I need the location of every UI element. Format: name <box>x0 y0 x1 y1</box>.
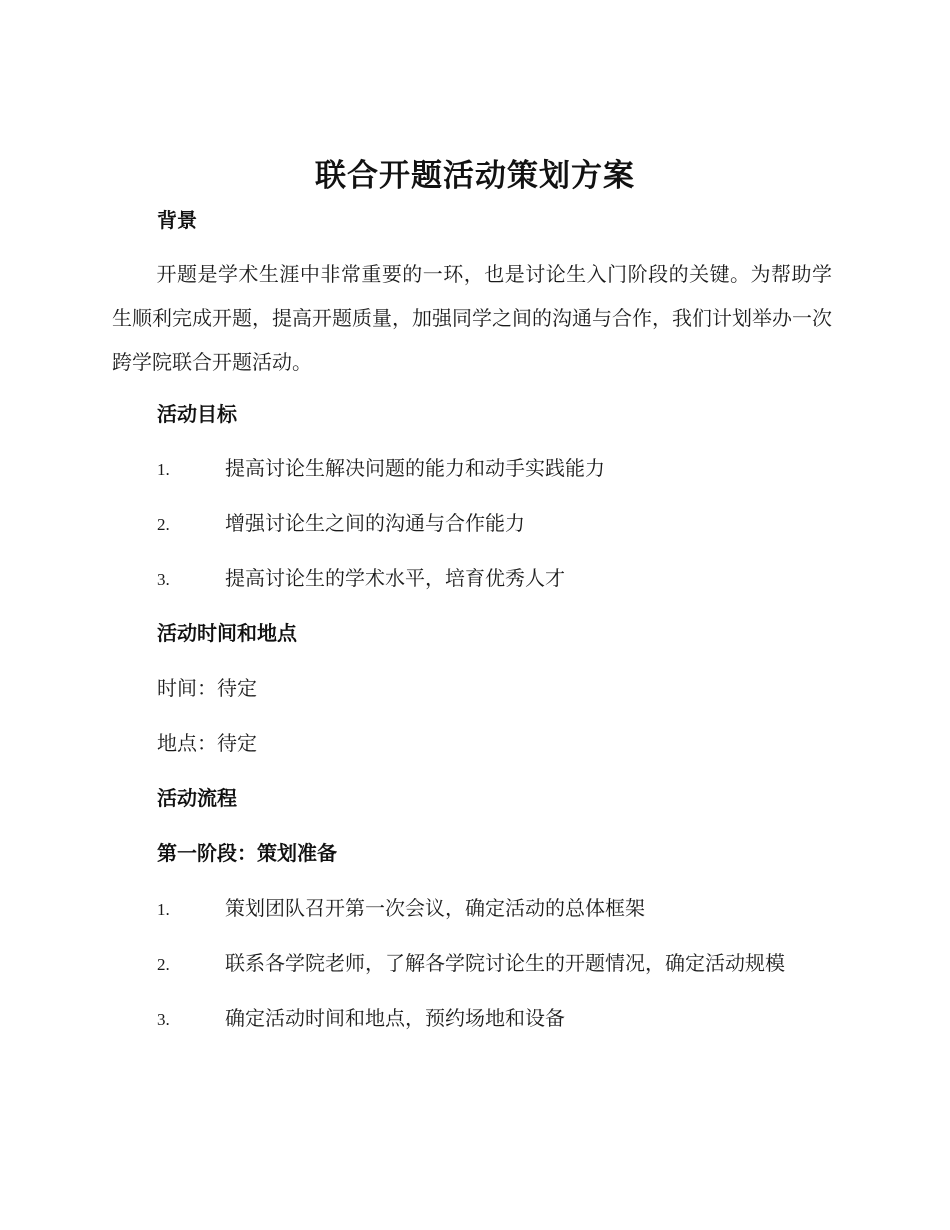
list-text: 确定活动时间和地点，预约场地和设备 <box>225 1006 565 1030</box>
list-number: 3. <box>157 570 170 589</box>
section-heading-background: 背景 <box>157 208 197 232</box>
goal-item <box>157 454 605 484</box>
list-number: 3. <box>157 1010 170 1029</box>
stage1-item <box>157 1004 565 1034</box>
section-heading-time-place: 活动时间和地点 <box>157 621 297 645</box>
list-text: 提高讨论生的学术水平，培育优秀人才 <box>225 566 565 590</box>
list-number: 2. <box>157 955 170 974</box>
list-text: 增强讨论生之间的沟通与合作能力 <box>225 511 525 535</box>
time-line: 时间：待定 <box>157 676 257 700</box>
background-paragraph-text: 开题是学术生涯中非常重要的一环，也是讨论生入门阶段的关键。为帮助学生顺利完成开题，提高开题质量，加强同学之间的沟通与合作，我们计划举办一次跨学院联合开题活动。 <box>112 262 832 374</box>
list-text: 联系各学院老师，了解各学院讨论生的开题情况，确定活动规模 <box>225 951 785 975</box>
goal-item <box>157 564 565 594</box>
goal-item <box>157 509 525 539</box>
subsection-heading-stage1: 第一阶段：策划准备 <box>157 841 337 865</box>
list-number: 1. <box>157 460 170 479</box>
section-heading-process: 活动流程 <box>157 786 237 810</box>
list-text: 提高讨论生解决问题的能力和动手实践能力 <box>225 456 605 480</box>
section-heading-goals: 活动目标 <box>157 402 237 426</box>
background-paragraph <box>112 252 832 384</box>
stage1-item <box>157 949 785 979</box>
stage1-item <box>157 894 645 924</box>
list-text: 策划团队召开第一次会议，确定活动的总体框架 <box>225 896 645 920</box>
list-number: 1. <box>157 900 170 919</box>
place-line: 地点：待定 <box>157 731 257 755</box>
list-number: 2. <box>157 515 170 534</box>
document-title: 联合开题活动策划方案 <box>315 158 635 194</box>
